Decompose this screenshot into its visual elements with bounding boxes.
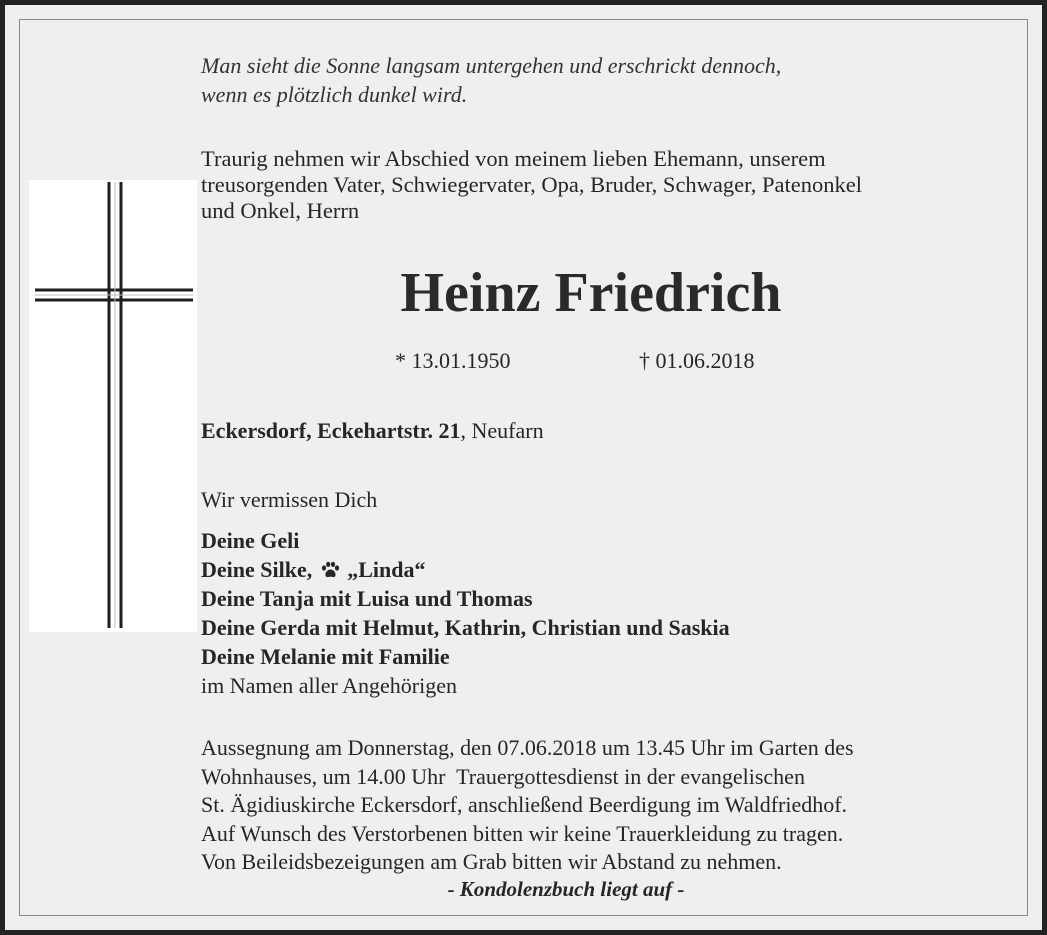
intro-line: treusorgenden Vater, Schwiegervater, Opa, Bruder, Schwager, Patenonkel [201,172,862,197]
address-street: Eckersdorf, Eckehartstr. 21 [201,418,461,443]
signers-list [201,526,730,700]
cross-panel [29,180,197,632]
motto-line: wenn es plötzlich dunkel wird. [201,82,468,107]
birth-date: * 13.01.1950 [395,348,511,373]
miss-text: Wir vermissen Dich [201,487,378,512]
intro-text [201,146,862,224]
pet-name: „Linda“ [347,557,426,582]
funeral-line: Auf Wunsch des Verstorbenen bitten wir keine Trauerkleidung zu tragen. [201,820,844,846]
address-locality: , Neufarn [460,418,544,443]
signer-name: Deine Silke, [201,557,313,582]
funeral-line: Wohnhauses, um 14.00 Uhr Trauergottesdienst in der evangelischen [201,763,805,789]
deceased-name: Heinz Friedrich [400,262,782,324]
paw-icon [320,561,340,579]
address [201,417,544,445]
intro-line: Traurig nehmen wir Abschied von meinem lieben Ehemann, unserem [201,146,826,171]
signer: Deine Melanie mit Familie [201,644,450,669]
signer: Deine Tanja mit Luisa und Thomas [201,586,533,611]
signer: Deine Gerda mit Helmut, Kathrin, Christian und Saskia [201,615,730,640]
funeral-line: Von Beileidsbezeigungen am Grab bitten wir Abstand zu nehmen. [201,849,782,874]
relatives-line: im Namen aller Angehörigen [201,673,457,698]
signer [201,555,730,584]
intro-line: und Onkel, Herrn [201,198,360,223]
motto-text [201,51,781,109]
motto-line: Man sieht die Sonne langsam untergehen und erschrickt dennoch, [201,53,782,78]
signer: Deine Geli [201,528,300,553]
funeral-line: St. Ägidiuskirche Eckersdorf, anschließend Beerdigung im Waldfriedhof. [201,792,848,817]
funeral-details [201,734,854,877]
funeral-line: Aussegnung am Donnerstag, den 07.06.2018 um 13.45 Uhr im Garten des [201,735,854,760]
death-date: † 01.06.2018 [639,348,755,373]
condolence-note: - Kondolenzbuch liegt auf - [447,877,685,901]
cross-icon [29,180,197,632]
